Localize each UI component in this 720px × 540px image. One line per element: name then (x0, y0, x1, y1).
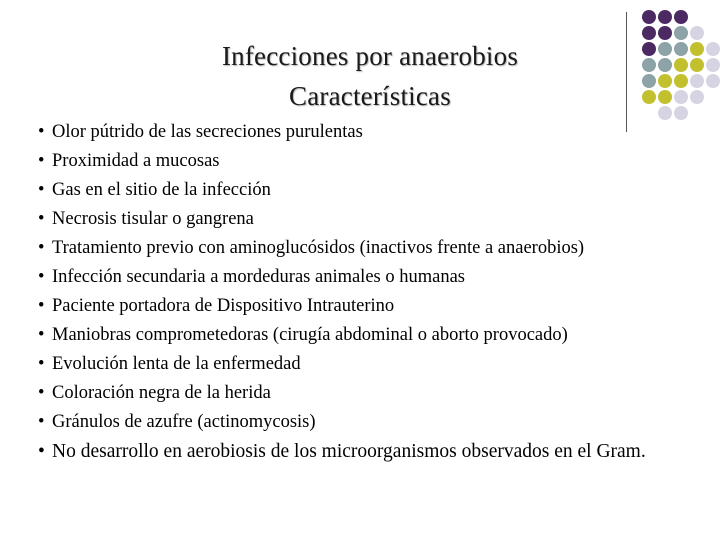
dot-teal (642, 58, 656, 72)
dot-olive (674, 74, 688, 88)
decorative-dot-grid (636, 10, 720, 120)
title-line-2: Características (289, 81, 451, 111)
dot-purple (642, 26, 656, 40)
list-item-text: Necrosis tisular o gangrena (52, 209, 254, 229)
list-item-text: Maniobras comprometedoras (cirugía abdominal o aborto provocado) (52, 325, 568, 345)
dot-lavender (706, 74, 720, 88)
list-item-text: Paciente portadora de Dispositivo Intrauterino (52, 296, 395, 316)
dot-olive (674, 58, 688, 72)
dot-purple (674, 10, 688, 24)
dot-lavender (674, 90, 688, 104)
dot-olive (642, 90, 656, 104)
list-item (38, 350, 698, 379)
dot-lavender (706, 42, 720, 56)
bullet-mark: • (38, 354, 45, 374)
bullet-mark: • (38, 383, 45, 403)
list-item (38, 118, 698, 147)
list-item (38, 379, 698, 408)
dot-teal (674, 42, 688, 56)
dot-lavender (690, 74, 704, 88)
list-item-text: Evolución lenta de la enfermedad (52, 354, 301, 374)
bullet-mark: • (38, 151, 45, 171)
list-item (38, 408, 698, 437)
list-item (38, 263, 698, 292)
decorative-divider (626, 12, 627, 132)
list-item (38, 321, 698, 350)
list-item-text: Gas en el sitio de la infección (52, 180, 271, 200)
dot-olive (658, 74, 672, 88)
list-item-text: Gránulos de azufre (actinomycosis) (52, 412, 316, 432)
list-item (38, 176, 698, 205)
bullet-mark: • (38, 325, 45, 345)
dot-teal (658, 42, 672, 56)
dot-olive (690, 42, 704, 56)
bullet-mark: • (38, 122, 45, 142)
bullet-mark: • (38, 180, 45, 200)
list-item (38, 437, 698, 466)
list-item (38, 147, 698, 176)
dot-purple (658, 26, 672, 40)
bullet-mark: • (38, 412, 45, 432)
bullet-mark: • (38, 267, 45, 287)
list-item-text: Infección secundaria a mordeduras animales o humanas (52, 267, 465, 287)
list-item (38, 234, 698, 263)
slide-title (120, 36, 620, 116)
dot-lavender (706, 58, 720, 72)
dot-lavender (690, 26, 704, 40)
dot-purple (658, 10, 672, 24)
characteristics-list (38, 118, 698, 466)
dot-lavender (690, 90, 704, 104)
dot-teal (642, 74, 656, 88)
list-item-text: Tratamiento previo con aminoglucósidos (inactivos frente a anaerobios) (52, 238, 585, 258)
dot-purple (642, 42, 656, 56)
list-item-text: Coloración negra de la herida (52, 383, 271, 403)
list-item (38, 205, 698, 234)
list-item-text: Olor pútrido de las secreciones purulentas (52, 122, 363, 142)
bullet-mark: • (38, 238, 45, 258)
dot-olive (658, 90, 672, 104)
title-line-1: Infecciones por anaerobios (221, 41, 519, 71)
list-item-text: Proximidad a mucosas (52, 151, 220, 171)
list-item-text: No desarrollo en aerobiosis de los microorganismos observados en el Gram. (52, 441, 646, 462)
dot-teal (658, 58, 672, 72)
dot-purple (642, 10, 656, 24)
dot-teal (674, 26, 688, 40)
list-item (38, 292, 698, 321)
bullet-mark: • (38, 296, 45, 316)
bullet-mark: • (38, 209, 45, 229)
bullet-mark: • (38, 441, 45, 462)
dot-olive (690, 58, 704, 72)
